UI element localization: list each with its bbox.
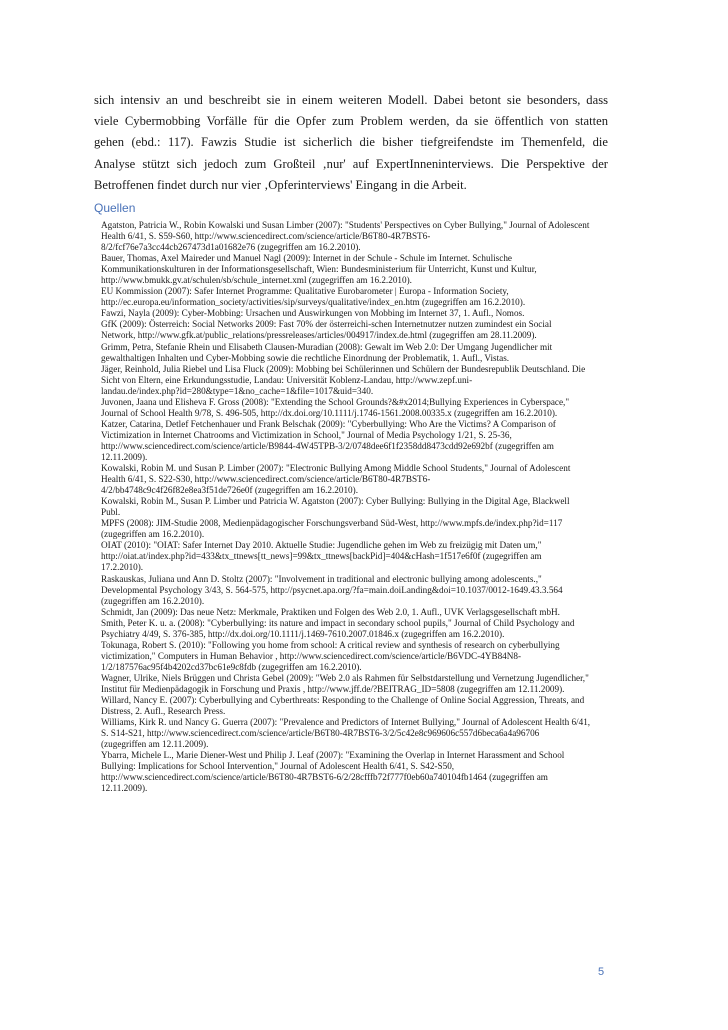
reference-entry: [101, 397, 613, 419]
reference-line: Kommunikationskulturen in der Informationsgesellschaft, Wien: Bundesministerium für Unterricht, Kunst und Kultur,: [101, 264, 537, 275]
reference-line: Journal of School Health 9/78, S. 496-505, http://dx.doi.org/10.1111/j.1746-1561.2008.00335.x (zugegriffen am 16.2.2010).: [101, 407, 558, 418]
reference-entry: [101, 607, 613, 618]
reference-entry: [101, 540, 613, 573]
reference-line: Psychiatry 4/49, S. 376-385, http://dx.doi.org/10.1111/j.1469-7610.2007.01846.x (zugegriffen am 16.2.2010).: [101, 628, 505, 639]
reference-entry: [101, 220, 613, 253]
reference-line: (zugegriffen am 16.2.2010).: [101, 595, 205, 606]
reference-line: Sicht von Eltern, eine Erkundungsstudie, Landau: Universität Koblenz-Landau, http://www.zepf.uni-: [101, 374, 473, 385]
reference-entry: [101, 364, 613, 397]
page-number: 5: [598, 966, 605, 978]
reference-entry: [101, 308, 613, 319]
reference-line: Juvonen, Jaana und Elisheva F. Gross (2008): "Extending the School Grounds?&#x2014;Bullying Experiences in Cyberspace,": [101, 396, 570, 407]
reference-entry: [101, 253, 613, 286]
reference-line: Jäger, Reinhold, Julia Riebel und Lisa Fluck (2009): Mobbing bei Schülerinnen und Schülern der Bundesrepublik Deutschland. Die: [101, 363, 586, 374]
intro-line: Analyse stützt sich jedoch zum Großteil ‚nur' auf ExpertInneninterviews. Die Perspektive der: [94, 156, 608, 171]
reference-line: Wagner, Ulrike, Niels Brüggen und Christa Gebel (2009): "Web 2.0 als Rahmen für Selbstdarstellung und Vernetzung Jugendlicher,": [101, 672, 589, 683]
reference-line: 4/2/bb4748c9c4f26f82e8ea3f51de726e0f (zugegriffen am 16.2.2010).: [101, 485, 358, 496]
reference-line: http://www.bmukk.gv.at/schulen/sb/schule_internet.xml (zugegriffen am 16.2.2010).: [101, 275, 412, 286]
reference-line: http://ec.europa.eu/information_society/activities/sip/surveys/qualitative/index_en.htm (zugegriffen am 16.2.2010).: [101, 297, 526, 308]
reference-entry: [101, 673, 613, 695]
reference-line: EU Kommission (2007): Safer Internet Programme: Qualitative Eurobarometer | Europa - Information Society,: [101, 286, 509, 297]
reference-entry: [101, 750, 613, 794]
reference-line: 17.2.2010).: [101, 562, 144, 573]
reference-line: Publ.: [101, 507, 121, 518]
reference-entry: [101, 640, 613, 673]
reference-line: Network, http://www.gfk.at/public_relations/pressreleases/articles/004917/index.de.html (zugegriffen am 28.11.2009).: [101, 330, 537, 341]
reference-entry: [101, 717, 613, 750]
reference-entry: [101, 419, 613, 463]
reference-line: http://www.sciencedirect.com/science/article/B6T80-4R7BST6-6/2/28cfffb72f777f0eb60a740104fb1464 (zugegriffen am: [101, 772, 548, 783]
intro-line: Betroffenen findet durch nur vier ‚Opferinterviews' Eingang in die Arbeit.: [94, 177, 467, 192]
reference-line: Raskauskas, Juliana und Ann D. Stoltz (2007): "Involvement in traditional and electronic bullying among adolescents.,": [101, 573, 542, 584]
reference-entry: [101, 518, 613, 540]
reference-line: Tokunaga, Robert S. (2010): "Following you home from school: A critical review and synthesis of research on cyberbullying: [101, 639, 560, 650]
reference-line: Bullying: Implications for School Intervention," Journal of Adolescent Health 6/41, S. S42-S50,: [101, 761, 455, 772]
reference-line: landau.de/index.php?id=280&type=1&no_cache=1&file=1017&uid=340.: [101, 385, 374, 396]
reference-entry: [101, 319, 613, 341]
reference-line: Willard, Nancy E. (2007): Cyberbullying and Cyberthreats: Responding to the Challenge of Online Social Aggression, Threats, and: [101, 695, 585, 706]
reference-line: Fawzi, Nayla (2009): Cyber-Mobbing: Ursachen und Auswirkungen von Mobbing im Internet 37, 1. Aufl., Nomos.: [101, 308, 525, 319]
reference-line: 1/2/187576ac95f4b4202cd37bc61e9c8fdb (zugegriffen am 16.2.2010).: [101, 661, 362, 672]
reference-line: Ybarra, Michele L., Marie Diener-West und Philip J. Leaf (2007): "Examining the Overlap in Internet Harassment and School: [101, 750, 565, 761]
reference-line: 12.11.2009).: [101, 451, 148, 462]
reference-line: Schmidt, Jan (2009): Das neue Netz: Merkmale, Praktiken und Folgen des Web 2.0, 1. Aufl., UVK Verlagsgesellschaft mbH.: [101, 606, 560, 617]
reference-line: Health 6/41, S. S22-S30, http://www.sciencedirect.com/science/article/B6T80-4R7BST6-: [101, 474, 431, 485]
reference-line: Health 6/41, S. S59-S60, http://www.sciencedirect.com/science/article/B6T80-4R7BST6-: [101, 231, 431, 242]
reference-entry: [101, 695, 613, 717]
reference-entry: [101, 496, 613, 518]
reference-line: Kowalski, Robin M., Susan P. Limber und Patricia W. Agatston (2007): Cyber Bullying: Bullying in the Digital Age, Blackwell: [101, 496, 570, 507]
intro-line: viele Cybermobbing Vorfälle für die Opfer zum Problem werden, da sie öffentlich von statten: [94, 114, 608, 129]
reference-entry: [101, 618, 613, 640]
reference-line: http://www.sciencedirect.com/science/article/B9844-4W45TPB-3/2/0748dee6f1f2358dd8473cdd92e692bf (zugegriffen am: [101, 440, 554, 451]
intro-paragraph: [94, 90, 608, 196]
reference-line: Katzer, Catarina, Detlef Fetchenhauer und Frank Belschak (2009): "Cyberbullying: Who Are the Victims? A Comparison of: [101, 418, 556, 429]
reference-entry: [101, 574, 613, 607]
reference-line: 12.11.2009).: [101, 783, 148, 794]
intro-line: sich intensiv an und beschreibt sie in einem weiteren Modell. Dabei betont sie besonders, dass: [94, 93, 608, 107]
reference-line: Bauer, Thomas, Axel Maireder und Manuel Nagl (2009): Internet in der Schule - Schule im Internet. Schulische: [101, 253, 513, 264]
references-list: [101, 220, 613, 794]
reference-line: 8/2/fcf76e7a3cc44cb267473d1a01682e76 (zugegriffen am 16.2.2010).: [101, 242, 361, 253]
reference-line: S. S14-S21, http://www.sciencedirect.com/science/article/B6T80-4R7BST6-3/2/5c42e8c969606c557d6beca6a4a96706: [101, 728, 540, 739]
reference-line: MPFS (2008): JIM-Studie 2008, Medienpädagogischer Forschungsverband Süd-West, http://www.mpfs.de/index.php?id=117: [101, 518, 563, 529]
reference-entry: [101, 463, 613, 496]
reference-line: Institut für Medienpädagogik in Forschung und Praxis , http://www.jff.de/?BEITRAG_ID=5808 (zugegriffen am 12.11.2009).: [101, 683, 565, 694]
reference-line: Developmental Psychology 3/43, S. 564-575, http://psycnet.apa.org/?fa=main.doiLanding&doi=10.1037/0012-1649.43.3.564: [101, 584, 563, 595]
reference-line: (zugegriffen am 16.2.2010).: [101, 529, 205, 540]
reference-line: gewalthaltigen Inhalten und Cyber-Mobbing sowie die rechtliche Einordnung der Problematik, 1. Aufl., Vistas.: [101, 352, 510, 363]
reference-line: Victimization in Internet Chatrooms and Victimization in School," Journal of Media Psychology 1/21, S. 25-36,: [101, 429, 512, 440]
reference-line: Kowalski, Robin M. und Susan P. Limber (2007): "Electronic Bullying Among Middle School Students," Journal of Adolescent: [101, 463, 571, 474]
reference-line: Smith, Peter K. u. a. (2008): "Cyberbullying: its nature and impact in secondary school pupils," Journal of Child Psychology and: [101, 617, 575, 628]
reference-line: (zugegriffen am 12.11.2009).: [101, 739, 209, 750]
reference-line: OIAT (2010): "OIAT: Safer Internet Day 2010. Aktuelle Studie: Jugendliche gehen im Web zu freizügig mit Daten um,": [101, 540, 542, 551]
reference-entry: [101, 286, 613, 308]
reference-entry: [101, 342, 613, 364]
reference-line: GfK (2009): Österreich: Social Networks 2009: Fast 70% der österreichi-schen Internetnutzer nutzen zumindest ein Social: [101, 319, 552, 330]
intro-line: gehen (ebd.: 117). Fawzis Studie ist sicherlich die bisher tiefgreifendste im Themenfeld, die: [94, 135, 608, 150]
reference-line: http://oiat.at/index.php?id=433&tx_ttnews[tt_news]=99&tx_ttnews[backPid]=404&cHash=1f517e6f0f (zugegriffen am: [101, 551, 542, 562]
references-heading: Quellen: [94, 201, 136, 215]
reference-line: victimization," Computers in Human Behavior , http://www.sciencedirect.com/science/article/B6VDC-4YB84N8-: [101, 650, 522, 661]
reference-line: Williams, Kirk R. und Nancy G. Guerra (2007): "Prevalence and Predictors of Internet Bullying," Journal of Adolescent Health 6/41,: [101, 717, 591, 728]
reference-line: Agatston, Patricia W., Robin Kowalski und Susan Limber (2007): "Students' Perspectives on Cyber Bullying," Journal of Adolescent: [101, 220, 590, 230]
reference-line: Grimm, Petra, Stefanie Rhein und Elisabeth Clausen-Muradian (2008): Gewalt im Web 2.0: Der Umgang Jugendlicher mit: [101, 341, 553, 352]
reference-line: Distress, 2. Aufl., Research Press.: [101, 706, 226, 717]
